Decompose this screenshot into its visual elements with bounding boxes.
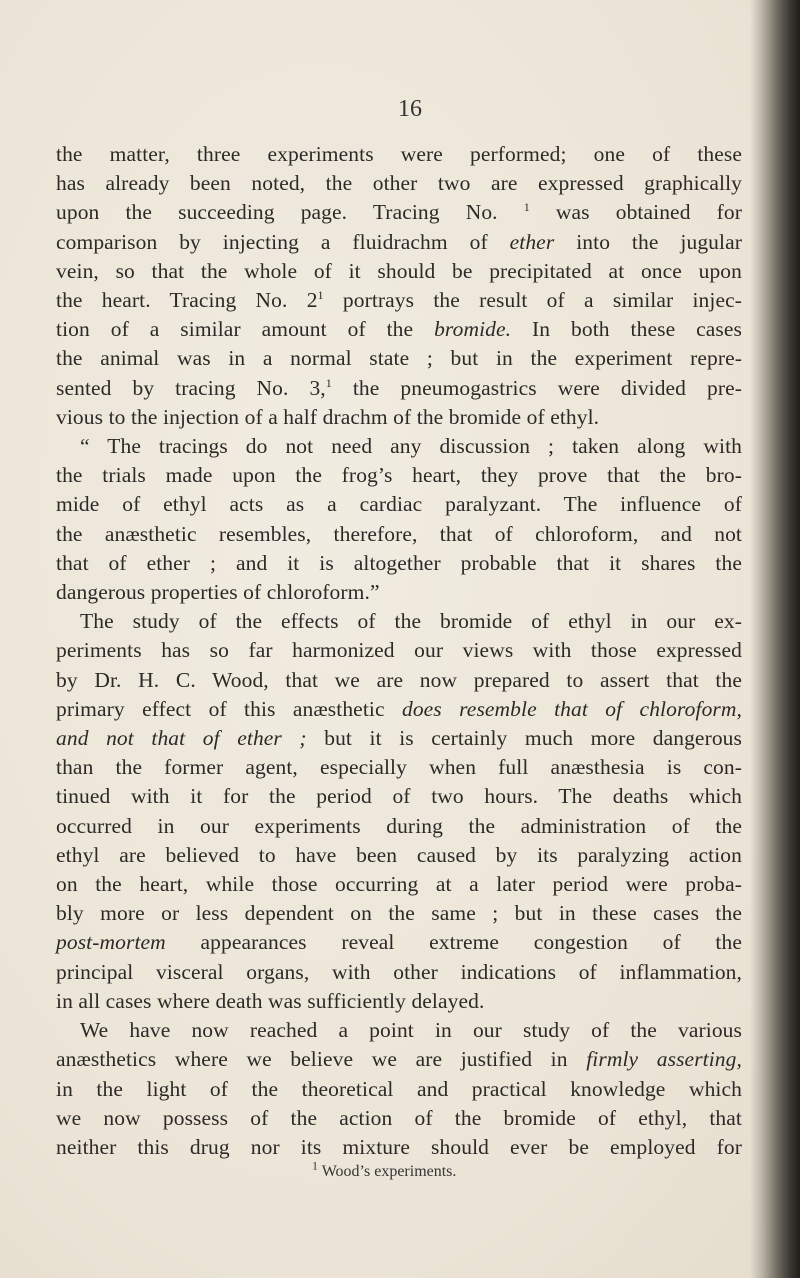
text-line: comparison by injecting a fluidrachm of ether into the jugular [56,229,742,254]
italic-phrase: and not that of ether ; [56,726,307,751]
footnote [312,1158,457,1181]
text-line: “ The tracings do not need any discussion ; taken along with [80,434,742,459]
footnote-marker: 1 [312,1158,318,1173]
italic-phrase: post-mortem [56,930,166,955]
text-line: principal visceral organs, with other indications of inflammation, [56,959,742,984]
text-line: than the former agent, especially when full anæsthesia is con- [56,755,742,780]
text-line: upon the succeeding page. Tracing No. $^1$ was obtained for [56,200,742,225]
text-line: The study of the effects of the bromide of ethyl in our ex- [80,609,742,634]
text-line: by Dr. H. C. Wood, that we are now prepared to assert that the [56,667,742,692]
text-line: sented by tracing No. 3,$^1$ the pneumogastrics were divided pre- [56,375,743,400]
body-text [56,140,742,1162]
text-line: vious to the injection of a half drachm of the bromide of ethyl. [56,404,600,429]
text-line: primary effect of this anæsthetic does resemble that of chloroform, [56,696,742,721]
text-line: neither this drug nor its mixture should ever be employed for [56,1134,742,1159]
text-line: bly more or less dependent on the same ; but in these cases the [56,901,742,926]
text-line: has already been noted, the other two are expressed graphically [56,171,742,196]
footnote-reference: 1 [523,200,530,215]
text-line: and not that of ether ; but it is certainly much more dangerous [56,726,743,751]
text-line: We have now reached a point in our study of the various [80,1018,742,1043]
page-binding-edge [750,0,800,1278]
text-line: in the light of the theoretical and practical knowledge which [56,1076,742,1101]
text-line: tinued with it for the period of two hours. The deaths which [56,784,742,809]
text-line: occurred in our experiments during the administration of the [56,813,742,838]
text-line: vein, so that the whole of it should be precipitated at once upon [56,258,742,283]
text-line: post-mortem appearances reveal extreme congestion of the [56,930,742,955]
footnote-reference: 1 [317,287,324,302]
text-line: mide of ethyl acts as a cardiac paralyzant. The influence of [56,492,742,517]
text-line: the animal was in a normal state ; but in the experiment repre- [56,346,742,371]
text-line: on the heart, while those occurring at a later period were proba- [56,872,742,897]
italic-phrase: ether [509,229,555,254]
italic-phrase: bromide. [434,317,512,342]
text-line: ethyl are believed to have been caused by its paralyzing action [56,842,742,867]
text-line: anæsthetics where we believe we are justified in firmly asserting, [56,1047,742,1072]
text-line: periments has so far harmonized our views with those expressed [56,638,742,663]
text-line: in all cases where death was sufficiently delayed. [56,988,485,1013]
text-line: dangerous properties of chloroform.” [56,580,380,605]
footnote-reference: 1 [325,375,332,390]
italic-phrase: firmly asserting, [586,1047,742,1072]
text-line: the trials made upon the frog’s heart, they prove that the bro- [56,463,742,488]
text-line: tion of a similar amount of the bromide. In both these cases [56,317,742,342]
text-line: we now possess of the action of the bromide of ethyl, that [56,1105,742,1130]
text-line: that of ether ; and it is altogether probable that it shares the [56,550,742,575]
page-number: 16 [398,96,422,122]
italic-phrase: does resemble that of chloroform, [401,696,742,721]
footnote-text: Wood’s experiments. [321,1163,457,1180]
text-line: the heart. Tracing No. $2^1$ portrays the result of a similar injec- [56,287,742,313]
text-line: the anæsthetic resembles, therefore, that of chloroform, and not [56,521,742,546]
text-line: the matter, three experiments were performed; one of these [56,142,742,166]
